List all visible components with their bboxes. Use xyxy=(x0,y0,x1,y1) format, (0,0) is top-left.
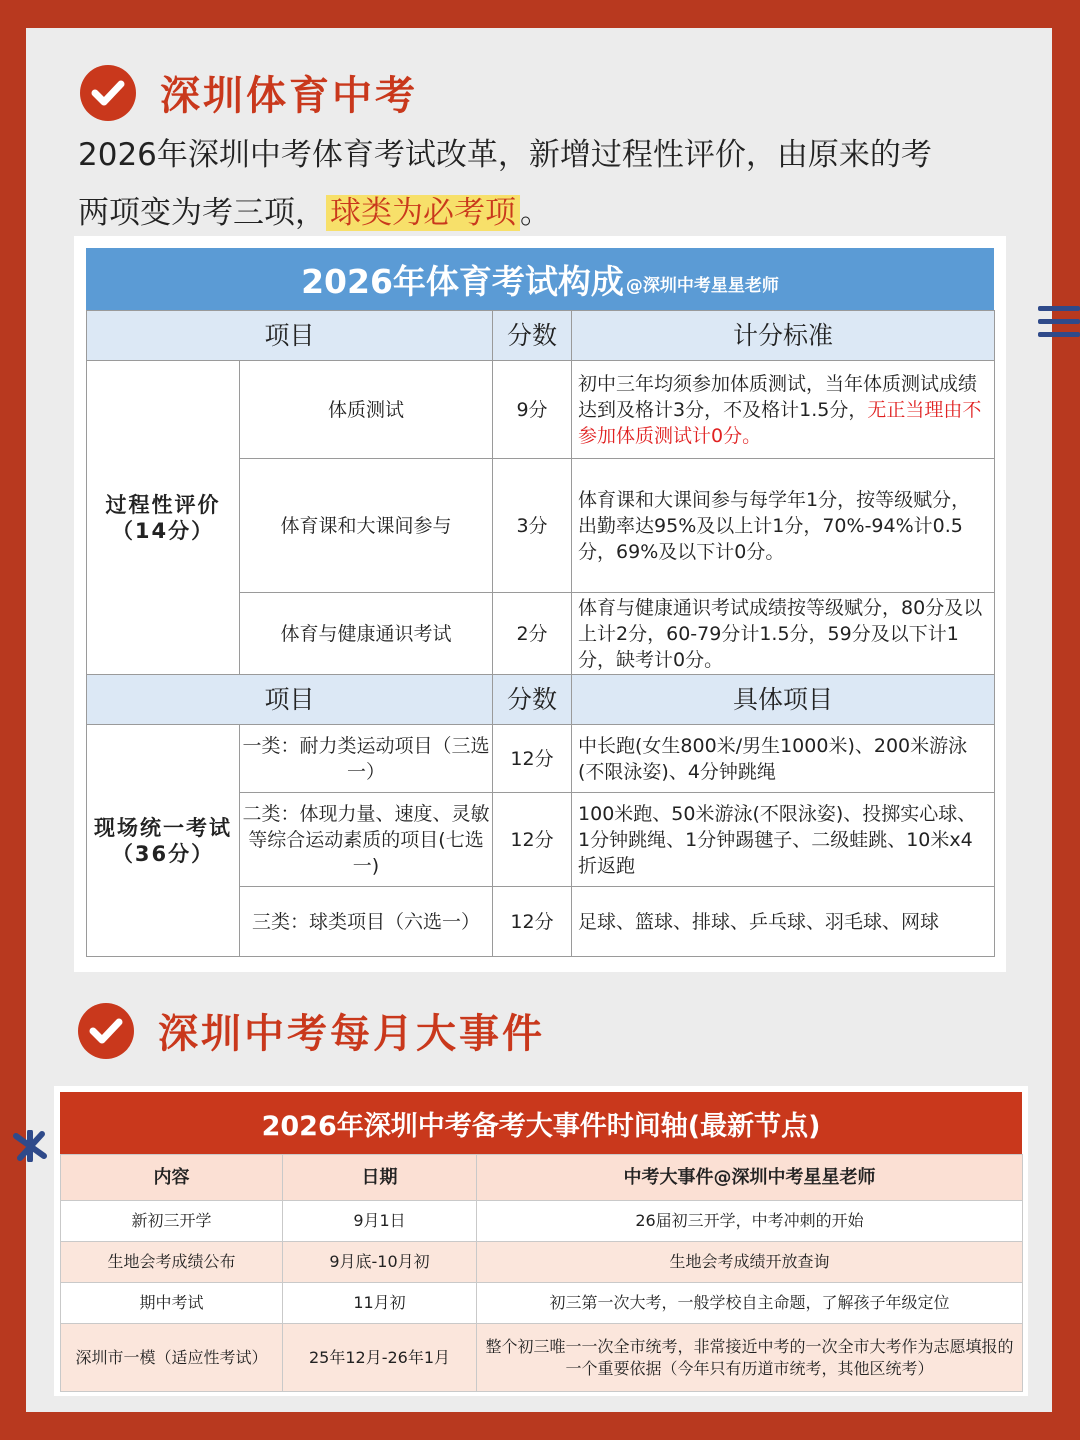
timeline-table xyxy=(54,1086,1028,1396)
event-cell: 深圳市一模（适应性考试） xyxy=(61,1324,283,1392)
table-header-row xyxy=(87,311,995,361)
exam-structure-table xyxy=(74,236,1006,972)
desc-cell: 体育与健康通识考试成绩按等级赋分，80分及以上计2分，60-79分计1.5分，59分及以下计1分，缺考计0分。 xyxy=(572,593,995,675)
detail-cell: 生地会考成绩开放查询 xyxy=(477,1242,1023,1283)
header-cell: 具体项目 xyxy=(572,675,995,725)
score-cell: 3分 xyxy=(493,459,572,593)
header-cell: 项目 xyxy=(87,675,493,725)
intro-text: 两项变为考三项， xyxy=(78,195,326,231)
detail-cell: 整个初三唯一一次全市统考，非常接近中考的一次全市大考作为志愿填报的一个重要依据（今年只有历道市统考，其他区统考） xyxy=(477,1324,1023,1392)
desc-cell: 足球、篮球、排球、乒乓球、羽毛球、网球 xyxy=(572,887,995,957)
detail-cell: 26届初三开学，中考冲刺的开始 xyxy=(477,1201,1023,1242)
event-cell: 生地会考成绩公布 xyxy=(61,1242,283,1283)
desc-cell: 体育课和大课间参与每学年1分，按等级赋分，出勤率达95%及以上计1分，70%-94%计0.5分，69%及以下计0分。 xyxy=(572,459,995,593)
check-circle-icon xyxy=(80,65,136,121)
desc-cell: 100米跑、50米游泳(不限泳姿)、投掷实心球、1分钟跳绳、1分钟踢毽子、二级蛙跳、10米x4折返跑 xyxy=(572,793,995,887)
date-cell: 9月底-10月初 xyxy=(283,1242,477,1283)
item-cell: 二类：体现力量、速度、灵敏等综合运动素质的项目(七选一) xyxy=(240,793,493,887)
header-cell: 中考大事件@深圳中考星星老师 xyxy=(477,1155,1023,1201)
section-heading-events xyxy=(78,1002,545,1059)
table-row xyxy=(61,1283,1023,1324)
table-header-row xyxy=(87,675,995,725)
score-cell: 9分 xyxy=(493,361,572,459)
score-cell: 12分 xyxy=(493,725,572,793)
desc-cell: 中长跑(女生800米/男生1000米)、200米游泳(不限泳姿)、4分钟跳绳 xyxy=(572,725,995,793)
table-row xyxy=(61,1201,1023,1242)
table-title-text: 2026年体育考试构成 xyxy=(301,261,624,301)
check-circle-icon xyxy=(78,1003,134,1059)
item-cell: 体育课和大课间参与 xyxy=(240,459,493,593)
header-cell: 内容 xyxy=(61,1155,283,1201)
score-cell: 12分 xyxy=(493,793,572,887)
intro-text: 。 xyxy=(520,195,551,231)
table-row xyxy=(61,1324,1023,1392)
header-cell: 项目 xyxy=(87,311,493,361)
item-cell: 三类：球类项目（六选一） xyxy=(240,887,493,957)
score-cell: 12分 xyxy=(493,887,572,957)
table-title: 2026年深圳中考备考大事件时间轴(最新节点) xyxy=(60,1092,1022,1154)
item-cell: 一类：耐力类运动项目（三选一） xyxy=(240,725,493,793)
event-cell: 新初三开学 xyxy=(61,1201,283,1242)
date-cell: 11月初 xyxy=(283,1283,477,1324)
event-cell: 期中考试 xyxy=(61,1283,283,1324)
table-watermark: @深圳中考星星老师 xyxy=(625,275,779,296)
highlight-text: 球类为必考项 xyxy=(326,195,520,231)
desc-cell: 初中三年均须参加体质测试，当年体质测试成绩达到及格计3分，不及格计1.5分，无正当理由不参加体质测试计0分。 xyxy=(572,361,995,459)
table-row xyxy=(61,1242,1023,1283)
item-cell: 体育与健康通识考试 xyxy=(240,593,493,675)
group-label: 过程性评价 （14分） xyxy=(87,361,240,675)
section-heading-sports xyxy=(80,64,418,121)
header-cell: 分数 xyxy=(493,311,572,361)
table-row xyxy=(87,725,995,793)
star-decoration-icon xyxy=(12,1130,48,1162)
group-label: 现场统一考试 （36分） xyxy=(87,725,240,957)
table-header-row xyxy=(61,1155,1023,1201)
section-title: 深圳体育中考 xyxy=(160,73,418,119)
table-title xyxy=(86,248,994,310)
header-cell: 日期 xyxy=(283,1155,477,1201)
menu-lines-decoration xyxy=(1038,306,1080,346)
intro-paragraph xyxy=(78,126,1008,242)
date-cell: 25年12月-26年1月 xyxy=(283,1324,477,1392)
item-cell: 体质测试 xyxy=(240,361,493,459)
table-row xyxy=(87,361,995,459)
header-cell: 分数 xyxy=(493,675,572,725)
detail-cell: 初三第一次大考，一般学校自主命题，了解孩子年级定位 xyxy=(477,1283,1023,1324)
intro-line xyxy=(78,184,1008,242)
date-cell: 9月1日 xyxy=(283,1201,477,1242)
header-cell: 计分标准 xyxy=(572,311,995,361)
score-cell: 2分 xyxy=(493,593,572,675)
intro-line: 2026年深圳中考体育考试改革，新增过程性评价，由原来的考 xyxy=(78,137,932,173)
section-title: 深圳中考每月大事件 xyxy=(158,1011,545,1057)
